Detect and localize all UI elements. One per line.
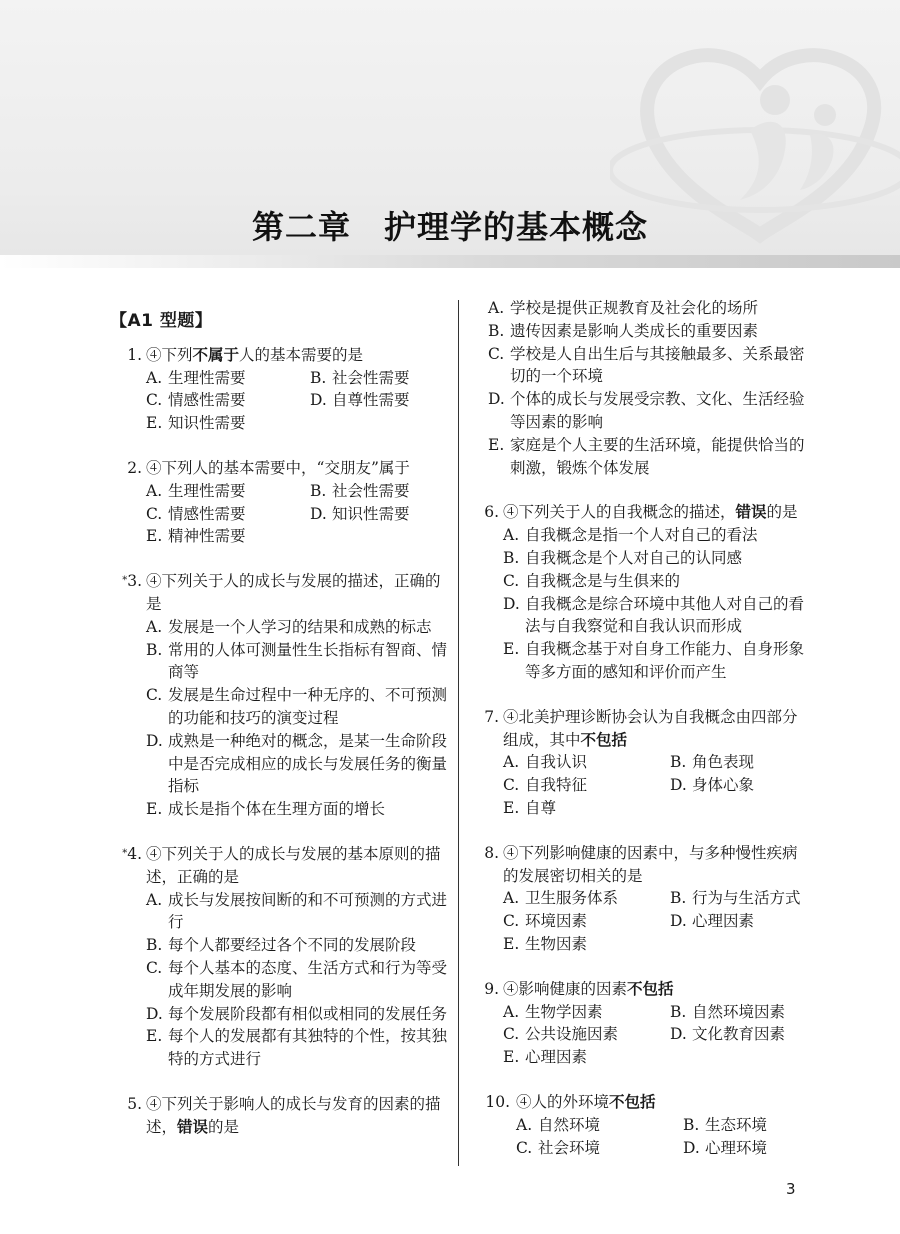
difficulty-mark: ④ [146,572,162,591]
option [503,1046,670,1069]
left-column [110,310,450,1161]
option-label: E. [146,527,163,546]
option-label: B. [670,753,687,772]
question-number: 2. [127,458,142,477]
options-list [480,1001,810,1069]
option [488,388,810,434]
option [146,389,310,412]
stem-emphasis: 不包括 [609,1092,656,1111]
option [503,638,810,684]
option-label: D. [146,1004,163,1023]
question-8 [480,842,810,956]
option [146,616,450,639]
option-label: E. [503,798,520,817]
option-text: 情感性需要 [168,391,246,410]
stem-text: 下列 [161,345,193,364]
option-label: E. [146,800,163,819]
options-list [110,367,450,435]
option [146,889,450,935]
stem-text: 人的基本需要的是 [239,345,364,364]
option [146,957,450,1003]
option [683,1114,810,1137]
question-stem [110,570,450,616]
option-text: 知识性需要 [168,414,246,433]
question-stem [110,344,450,367]
stem-text: 影响健康的因素 [518,979,628,998]
option-text: 心理因素 [692,912,755,931]
option [503,1023,670,1046]
stem-emphasis: 不包括 [580,730,628,749]
option-label: B. [683,1115,700,1134]
option-label: C. [503,776,520,795]
header-divider-strip [0,255,900,268]
option-label: C. [488,344,505,363]
option-label: D. [670,1025,687,1044]
options-list [480,297,810,479]
option-text: 精神性需要 [168,527,246,546]
difficulty-mark: ④ [503,843,519,862]
option [503,887,670,910]
option-text: 身体心象 [692,776,755,795]
option [670,887,810,910]
stem-text: 下列影响健康的因素中，与多种慢性疾病的发展密切相关的是 [503,843,798,885]
option-text: 文化教育因素 [692,1025,786,1044]
question-10 [480,1091,810,1159]
option-label: A. [503,889,520,908]
option [146,1003,450,1026]
option [670,910,810,933]
option-text: 情感性需要 [168,504,246,523]
option [516,1137,683,1160]
option-label: C. [516,1138,533,1157]
option [310,480,450,503]
option-label: A. [503,1002,520,1021]
option [488,297,810,320]
option-text: 常用的人体可测量性生长指标有智商、情商等 [168,640,448,682]
stem-text: 北美护理诊断协会认为自我概念由四部分组成，其中 [503,707,798,749]
option [310,367,450,390]
option-text: 社会环境 [538,1138,601,1157]
option-label: A. [516,1115,533,1134]
option-text: 个体的成长与发展受宗教、文化、生活经验等因素的影响 [510,390,805,431]
option-label: D. [503,594,520,613]
option-label: E. [503,1048,520,1067]
option-text: 发展是生命过程中一种无序的、不可预测的功能和技巧的演变过程 [168,686,448,727]
question-number: 10. [485,1092,510,1111]
question-number-text: 3. [127,572,142,591]
stem-text: 的是 [208,1117,240,1136]
question-number: 6. [484,503,499,522]
options-list [480,524,810,684]
option [146,934,450,957]
option-text: 自我概念是个人对自己的认同感 [525,548,743,567]
question-number: 1. [127,345,142,364]
option-label: A. [503,753,520,772]
option-text: 成长与发展按间断的和不可预测的方式进行 [168,890,448,932]
option-text: 自我认识 [525,753,588,772]
option-text: 自我概念是综合环境中其他人对自己的看法与自我察觉和自我认识而形成 [525,594,805,636]
option [670,751,810,774]
option [503,774,670,797]
option [503,524,810,547]
option-label: B. [146,640,163,659]
option-label: D. [310,391,327,410]
option-text: 心理因素 [525,1048,588,1067]
option [146,480,310,503]
option-text: 生态环境 [705,1115,768,1134]
difficulty-mark: ④ [146,345,162,364]
question-4 [110,843,450,1071]
option-text: 自尊性需要 [332,391,410,410]
option-label: D. [683,1138,700,1157]
question-5-continued [480,297,810,479]
option-text: 成长是指个体在生理方面的增长 [168,800,386,819]
option-text: 每个发展阶段都有相似或相同的发展任务 [168,1004,448,1023]
question-number: 8. [484,843,499,862]
stem-text: 下列关于影响人的成长与发育的因素的描述， [146,1094,441,1136]
option [146,412,310,435]
stem-emphasis: 错误 [177,1117,209,1136]
option [516,1114,683,1137]
option-text: 心理环境 [705,1138,768,1157]
option [146,1025,450,1071]
stem-text: 下列关于人的成长与发展的描述，正确的是 [146,572,441,613]
option-label: C. [503,912,520,931]
stem-emphasis: 不包括 [627,979,674,998]
option-text: 学校是人自出生后与其接触最多、关系最密切的一个环境 [510,344,805,386]
option-text: 学校是提供正规教育及社会化的场所 [510,299,759,317]
option [146,798,450,821]
option-text: 生理性需要 [168,368,246,387]
option-text: 遗传因素是影响人类成长的重要因素 [510,321,759,340]
option [503,910,670,933]
option-text: 环境因素 [525,912,588,931]
question-number: 9. [484,979,499,998]
option-label: E. [488,435,505,454]
stem-text: 下列关于人的自我概念的描述， [518,503,736,522]
options-list [480,1114,810,1160]
option-text: 自我概念基于对自身工作能力、自身形象等多方面的感知和评价而产生 [525,640,805,681]
option-label: E. [503,640,520,659]
option [670,774,810,797]
options-list [480,751,810,819]
question-number [110,570,142,593]
question-stem [110,1093,450,1139]
difficulty-mark: ④ [146,458,162,477]
question-stem [480,501,810,524]
option-label: C. [503,1025,520,1044]
question-7 [480,706,810,820]
option-text: 角色表现 [692,753,755,772]
question-number: 5. [127,1094,142,1113]
option [146,639,450,685]
option-text: 每个人都要经过各个不同的发展阶段 [168,936,417,955]
option [503,797,670,820]
star-mark: * [122,575,128,587]
option-label: C. [503,571,520,590]
options-list [110,616,450,821]
option-label: E. [503,934,520,953]
option [503,1001,670,1024]
option [146,367,310,390]
option-label: E. [146,414,163,433]
option [310,503,450,526]
question-2 [110,457,450,548]
option-label: A. [146,890,163,909]
option-text: 自我概念是指一个人对自己的看法 [525,526,758,545]
question-3 [110,570,450,821]
option-text: 自我概念是与生俱来的 [525,571,681,590]
option-label: B. [670,889,687,908]
option-label: C. [146,504,163,523]
option-text: 自然环境因素 [692,1002,786,1021]
option-label: D. [488,390,505,409]
stem-text: 下列人的基本需要中，“交朋友”属于 [161,458,410,477]
option-text: 生理性需要 [168,481,246,500]
option-label: B. [503,548,520,567]
difficulty-mark: ④ [503,707,519,726]
stem-text: 人的外环境 [531,1092,610,1111]
section-heading: 【A1 型题】 [110,311,213,331]
option [503,933,670,956]
option [488,343,810,389]
option-text: 生物因素 [525,934,588,953]
right-column [480,297,810,1159]
difficulty-mark: ④ [146,844,162,863]
options-list [110,480,450,548]
option-label: C. [146,958,163,977]
page-number: 3 [786,1180,796,1198]
question-stem [480,706,810,752]
option [488,434,810,480]
option-text: 家庭是个人主要的生活环境，能提供恰当的刺激，锻炼个体发展 [510,435,805,477]
option-text: 发展是一个人学习的结果和成熟的标志 [168,617,432,636]
option-label: B. [310,368,327,387]
option [503,751,670,774]
star-mark: * [122,847,128,859]
chapter-header [0,0,900,268]
option-label: B. [310,481,327,500]
option [503,570,810,593]
option [503,593,810,639]
option-label: C. [146,686,163,705]
option-text: 自然环境 [538,1115,601,1134]
question-1 [110,344,450,435]
option-label: C. [146,391,163,410]
question-9 [480,978,810,1069]
option-text: 社会性需要 [332,368,410,387]
option-text: 自尊 [525,798,557,817]
option [310,389,450,412]
option-label: A. [488,299,505,317]
option-text: 公共设施因素 [525,1025,619,1044]
stem-emphasis: 错误 [735,503,767,522]
stem-emphasis: 不属于 [192,345,240,364]
question-number [110,843,142,866]
option-text: 成熟是一种绝对的概念，是某一生命阶段中是否完成相应的成长与发展任务的衡量指标 [168,731,448,796]
question-5 [110,1093,450,1139]
stem-text: 下列关于人的成长与发展的基本原则的描述，正确的是 [146,844,441,886]
options-list [480,887,810,955]
option-label: B. [146,936,163,955]
option-label: E. [146,1027,163,1046]
option [670,1023,810,1046]
difficulty-mark: ④ [516,1092,532,1111]
option-text: 自我特征 [525,776,588,795]
difficulty-mark: ④ [503,503,519,522]
question-stem [480,978,810,1001]
option-label: A. [146,368,163,387]
option-label: D. [310,504,327,523]
option [146,503,310,526]
option-label: A. [146,481,163,500]
option [146,730,450,798]
option-label: D. [670,776,687,795]
stem-text: 的是 [766,503,798,522]
options-list [110,889,450,1071]
question-stem [110,457,450,480]
option-label: D. [146,731,163,750]
difficulty-mark: ④ [503,979,519,998]
option-label: B. [488,321,505,340]
option [146,684,450,730]
question-stem [480,842,810,888]
option-text: 行为与生活方式 [692,889,801,908]
question-number-text: 4. [127,844,142,863]
option-text: 社会性需要 [332,481,410,500]
option-text: 知识性需要 [332,504,410,523]
option [683,1137,810,1160]
option-label: B. [670,1002,687,1021]
column-divider [458,300,459,1166]
question-stem [480,1091,810,1114]
option-text: 每个人基本的态度、生活方式和行为等受成年期发展的影响 [168,958,448,1000]
question-6 [480,501,810,683]
option-text: 生物学因素 [525,1002,603,1021]
difficulty-mark: ④ [146,1094,162,1113]
option-text: 每个人的发展都有其独特的个性，按其独特的方式进行 [168,1027,448,1069]
option-label: D. [670,912,687,931]
option [146,525,310,548]
option-label: A. [146,617,163,636]
question-number: 7. [484,707,499,726]
chapter-title: 第二章 护理学的基本概念 [251,208,648,246]
option [670,1001,810,1024]
option-label: A. [503,526,520,545]
option [488,320,810,343]
question-stem [110,843,450,889]
option [503,547,810,570]
option-text: 卫生服务体系 [525,889,619,908]
